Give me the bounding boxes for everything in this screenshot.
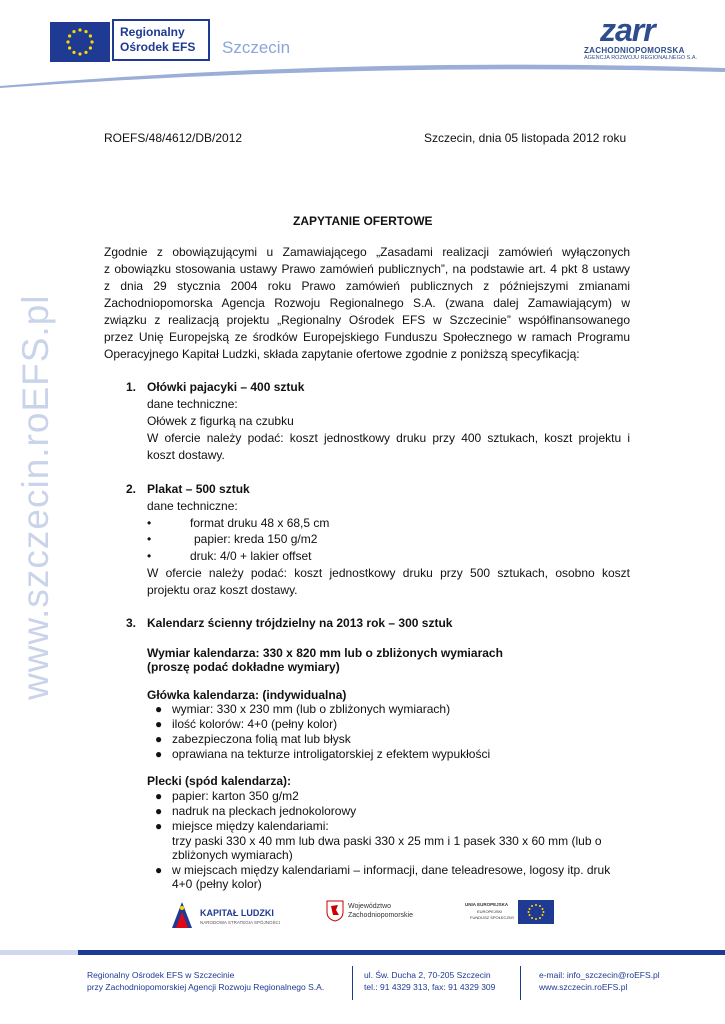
item2-text: dane techniczne: [147, 499, 238, 513]
intro-line: Zachodniopomorska Agencja Rozwoju Regionalnego S.A. (zwana dalej Zamawiającym) w [104, 296, 630, 310]
eu-flag-icon [50, 22, 110, 62]
item3-back-bullet: nadruk na pleckach jednokolorowy [172, 804, 357, 818]
footer-separator [352, 966, 353, 1000]
item3-back-bullet-cont: 4+0 (pełny kolor) [172, 877, 262, 891]
item3-back-bullet: w miejscach między kalendariami – informacji, dane teleadresowe, logosy itp. druk [172, 863, 611, 877]
item2-bullet: druk: 4/0 + lakier offset [190, 549, 312, 563]
woj-line1: Województwo [348, 903, 392, 910]
footer-bar-light [0, 950, 78, 955]
griffin-crest-icon [326, 900, 344, 922]
zarr-logo: zarr [600, 12, 655, 48]
item1-text: W ofercie należy podać: koszt jednostkowy druku przy 400 sztukach, koszt projektu i [147, 431, 630, 445]
zarr-logo-sub2: AGENCJA ROZWOJU REGIONALNEGO S.A. [584, 55, 698, 61]
bullet-icon: ● [155, 732, 163, 746]
item3-back-bullet: papier: karton 350 g/m2 [172, 789, 299, 803]
regional-efs-logo [112, 19, 210, 61]
item3-head-bullet: oprawiana na tekturze introligatorskiej z efektem wypukłości [172, 747, 491, 761]
footer-org: przy Zachodniopomorskiej Agencji Rozwoju Regionalnego S.A. [87, 982, 325, 992]
header-city: Szczecin [222, 38, 291, 57]
document-date: Szczecin, dnia 05 listopada 2012 roku [424, 131, 627, 145]
item2-text: W ofercie należy podać: koszt jednostkowy druku przy 500 sztukach, osobno koszt [147, 566, 630, 580]
intro-line: Operacyjnego Kapitał Ludzki, składa zapytanie ofertowe zgodnie z poniższą specyfikacją: [104, 347, 580, 361]
logo-line1: Regionalny [120, 25, 185, 39]
footer-separator [520, 966, 521, 1000]
item3-back-heading: Plecki (spód kalendarza): [147, 774, 292, 788]
bullet-icon: ● [155, 789, 163, 803]
eu-flag-small-icon [518, 900, 554, 924]
kapital-ludzki-icon [168, 898, 198, 932]
document-title: ZAPYTANIE OFERTOWE [293, 214, 433, 228]
item3-size: Wymiar kalendarza: 330 x 820 mm lub o zbliżonych wymiarach [147, 646, 503, 660]
bullet-icon: ● [155, 702, 163, 716]
intro-line: Zgodnie z obowiązującymi u Zamawiającego „Zasadami realizacji zamówień wyłączonych [104, 245, 630, 259]
item1-number: 1. [126, 380, 137, 394]
watermark-url: www.szczecin.roEFS.pl [15, 294, 56, 700]
bullet-icon: ● [155, 863, 163, 877]
item2-text: projektu oraz koszt dostawy. [147, 583, 298, 597]
item2-bullet: papier: kreda 150 g/m2 [194, 532, 318, 546]
item3-back-bullet-cont: zbliżonych wymiarach) [172, 848, 293, 862]
item2-number: 2. [126, 482, 137, 496]
logo-line2: Ośrodek EFS [120, 40, 196, 54]
item3-head-bullet: ilość kolorów: 4+0 (pełny kolor) [172, 717, 338, 731]
reference-number: ROEFS/48/4612/DB/2012 [104, 131, 243, 145]
item3-number: 3. [126, 616, 137, 630]
bullet-icon: ● [155, 819, 163, 833]
footer-org: Regionalny Ośrodek EFS w Szczecinie [87, 970, 235, 980]
item3-head-heading: Główka kalendarza: (indywidualna) [147, 688, 347, 702]
bullet-icon: • [147, 532, 152, 546]
footer-email[interactable]: e-mail: info_szczecin@roEFS.pl [539, 970, 660, 980]
bullet-icon: ● [155, 747, 163, 761]
bullet-icon: • [147, 516, 152, 530]
item1-heading: Ołówki pajacyki – 400 sztuk [147, 380, 305, 394]
item3-head-bullet: zabezpieczona folią mat lub błysk [172, 732, 351, 746]
intro-line: z obowiązku stosowania ustawy Prawo zamówień publicznych”, na podstawie art. 4 pkt 8 ustawy [104, 262, 630, 276]
item1-text: koszt dostawy. [147, 448, 225, 462]
kl-title: KAPITAŁ LUDZKI [200, 908, 274, 918]
intro-line: związku z realizacją projektu „Regionalny Ośrodek EFS w Szczecinie” współfinansowanego [104, 313, 630, 327]
item1-text: dane techniczne: [147, 397, 238, 411]
bullet-icon: ● [155, 717, 163, 731]
bullet-icon: ● [155, 804, 163, 818]
ue-line2: EUROPEJSKI [477, 909, 503, 914]
intro-line: z dnia 29 stycznia 2004 roku Prawo zamówień publicznych z późniejszymi zmianami [104, 279, 630, 293]
zarr-logo-sub1: ZACHODNIOPOMORSKA [584, 46, 685, 55]
item2-bullet: format druku 48 x 68,5 cm [190, 516, 330, 530]
item3-back-bullet-cont: trzy paski 330 x 40 mm lub dwa paski 330 x 25 mm i 1 pasek 330 x 60 mm (lub o [172, 834, 602, 848]
ue-line3: FUNDUSZ SPOŁECZNY [470, 915, 515, 920]
woj-line2: Zachodniopomorskie [348, 912, 413, 919]
ue-line1: UNIA EUROPEJSKA [465, 902, 509, 907]
item3-heading: Kalendarz ścienny trójdzielny na 2013 rok – 300 sztuk [147, 616, 453, 630]
header-swoosh-icon [0, 58, 725, 88]
item2-heading: Plakat – 500 sztuk [147, 482, 250, 496]
footer-phone: tel.: 91 4329 313, fax: 91 4329 309 [364, 982, 496, 992]
bullet-icon: • [147, 549, 152, 563]
item3-size: (proszę podać dokładne wymiary) [147, 660, 340, 674]
intro-line: przez Unię Europejską ze środków Europejskiego Funduszu Społecznego w ramach Programu [104, 330, 630, 344]
item3-back-bullet: miejsce między kalendariami: [172, 819, 329, 833]
item1-text: Ołówek z figurką na czubku [147, 414, 294, 428]
kl-sub: NARODOWA STRATEGIA SPÓJNOŚCI [200, 920, 281, 925]
item3-head-bullet: wymiar: 330 x 230 mm (lub o zbliżonych wymiarach) [172, 702, 451, 716]
footer-website[interactable]: www.szczecin.roEFS.pl [539, 982, 628, 992]
footer-address: ul. Św. Ducha 2, 70-205 Szczecin [364, 970, 491, 980]
footer-bar [78, 950, 725, 955]
